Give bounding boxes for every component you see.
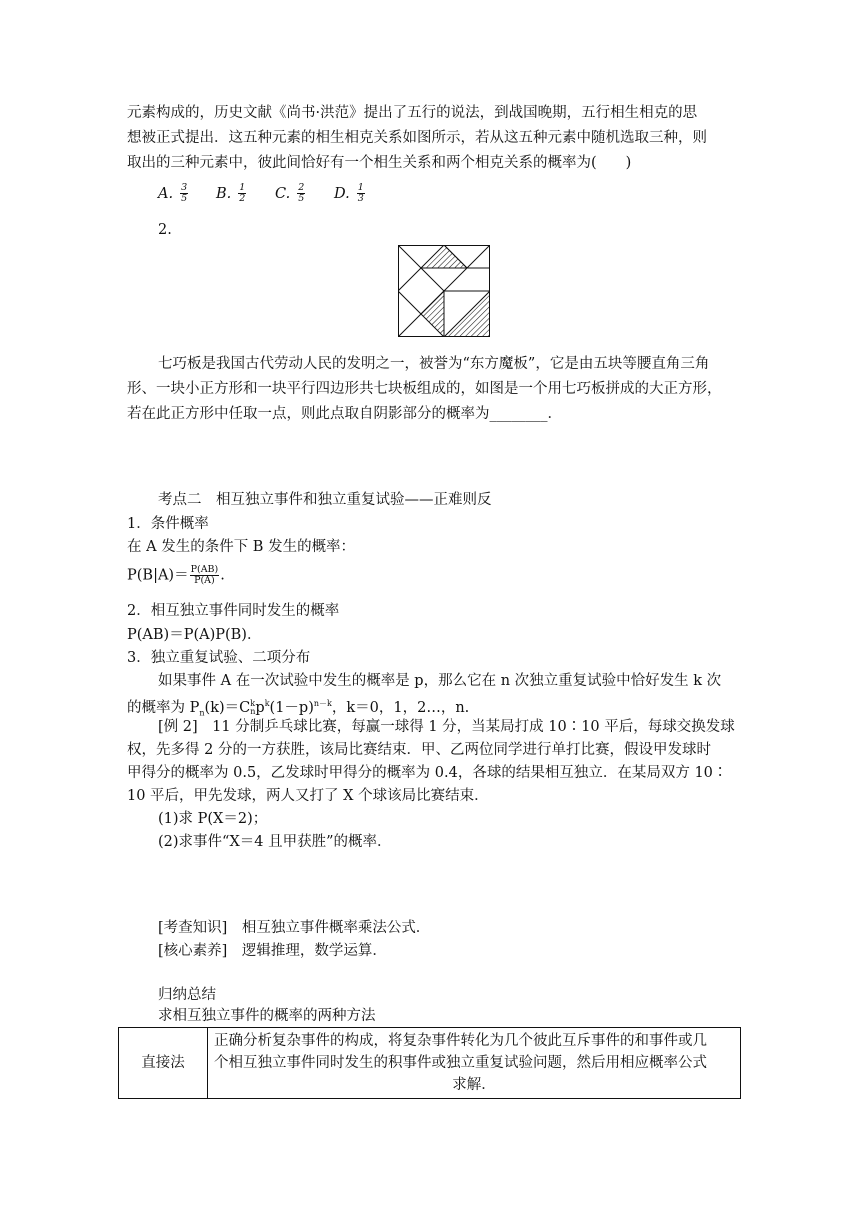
- option-d-fraction: [357, 183, 365, 204]
- q2-line-3: 若在此正方形中任取一点，则此点取自阴影部分的概率为________．: [127, 406, 562, 422]
- tangram-shaded-triangle-bottom: [421, 291, 490, 337]
- tangram-shaded-triangle-top: [421, 245, 467, 268]
- binomial-text-a: 的概率为 P: [127, 699, 200, 716]
- item1-formula-fraction: [190, 565, 220, 586]
- q2-number: 2.: [158, 222, 172, 238]
- summary-title: 归纳总结: [158, 987, 216, 1003]
- item1-formula-num: P(AB): [190, 564, 219, 575]
- example2-line-4: 10 平后，甲先发球，两人又打了 X 个球该局比赛结束．: [127, 788, 489, 804]
- q1-line-3: 取出的三种元素中，彼此间恰好有一个相生关系和两个相克关系的概率为( ): [127, 155, 632, 171]
- item2-title: 2．相互独立事件同时发生的概率: [127, 603, 340, 619]
- option-d-label: D.: [334, 185, 350, 202]
- knowledge-line-2: [核心素养] 逻辑推理，数学运算．: [158, 943, 387, 959]
- option-d-den: 3: [357, 193, 364, 204]
- option-a: [158, 183, 189, 204]
- option-c-num: 2: [298, 182, 305, 193]
- binomial-sub-n2: n: [250, 706, 256, 716]
- binomial-text-e: ，k＝0，1，2…，n.: [331, 699, 470, 716]
- table-row: [119, 1028, 741, 1099]
- example2-question-2: (2)求事件“X＝4 且甲获胜”的概率．: [158, 834, 392, 850]
- binomial-text-c: p: [255, 699, 265, 716]
- method-table: [118, 1027, 741, 1099]
- item3-title: 3．独立重复试验、二项分布: [127, 650, 311, 666]
- section-title: 考点二 相互独立事件和独立重复试验——正难则反: [158, 492, 492, 508]
- option-a-fraction: [180, 183, 188, 204]
- option-c-fraction: [297, 183, 305, 204]
- binomial-text-d: (1－p): [269, 699, 314, 716]
- option-b-label: B.: [216, 185, 232, 202]
- q2-line-2: 形、一块小正方形和一块平行四边形共七块板组成的，如图是一个用七巧板拼成的大正方形，: [127, 381, 722, 397]
- method-name-cell: 直接法: [119, 1028, 208, 1099]
- option-c: [275, 183, 306, 204]
- item1-formula-den: P(A): [194, 575, 215, 586]
- item3-line-1: 如果事件 A 在一次试验中发生的概率是 p，那么它在 n 次独立重复试验中恰好发生 k 次: [158, 673, 722, 689]
- method-description-cell: [208, 1028, 741, 1099]
- method-desc-line: 正确分析复杂事件的构成，将复杂事件转化为几个彼此互斥事件的和事件或几: [214, 1033, 707, 1049]
- item1-formula-lhs: P(B|A)＝: [127, 567, 189, 584]
- item2-formula: P(AB)＝P(A)P(B)．: [127, 627, 262, 643]
- item1-formula-end: .: [220, 567, 225, 584]
- binomial-sub-n: n: [199, 708, 205, 718]
- example2-question-1: (1)求 P(X＝2)；: [158, 811, 268, 827]
- option-d-num: 1: [357, 182, 364, 193]
- binomial-sup-k2: k: [264, 699, 270, 708]
- knowledge-line-1: [考查知识] 相互独立事件概率乘法公式．: [158, 920, 431, 936]
- option-b-den: 2: [239, 193, 246, 204]
- binomial-sup-nk: n－k: [313, 699, 332, 708]
- option-c-label: C.: [275, 185, 291, 202]
- item1-formula: [127, 565, 225, 586]
- method-desc-line: 个相互独立事件同时发生的积事件或独立重复试验问题，然后用相应概率公式: [214, 1055, 707, 1071]
- tangram-figure: [398, 245, 490, 337]
- option-a-num: 3: [181, 182, 188, 193]
- option-d: [334, 183, 366, 204]
- option-b-num: 1: [239, 182, 246, 193]
- summary-subtitle: 求相互独立事件的概率的两种方法: [158, 1008, 376, 1024]
- example2-line-2: 权，先多得 2 分的一方获胜，该局比赛结束．甲、乙两位同学进行单打比赛，假设甲发球时: [127, 742, 711, 758]
- binomial-sup-k: k: [250, 698, 256, 708]
- option-b: [216, 183, 247, 204]
- option-a-label: A.: [158, 185, 174, 202]
- example2-line-1: [例 2] 11 分制乒乓球比赛，每赢一球得 1 分，当某局打成 10∶10 平后，每球交换发球: [158, 719, 735, 735]
- q1-line-2: 想被正式提出．这五种元素的相生相克关系如图所示，若从这五种元素中随机选取三种，则: [127, 130, 707, 146]
- method-desc-line: 求解．: [452, 1077, 496, 1093]
- item1-title: 1．条件概率: [127, 516, 209, 532]
- option-a-den: 5: [181, 193, 188, 204]
- option-c-den: 5: [298, 193, 305, 204]
- q2-line-1: 七巧板是我国古代劳动人民的发明之一，被誉为“东方魔板”，它是由五块等腰直角三角: [158, 356, 710, 372]
- option-b-fraction: [238, 183, 246, 204]
- binomial-text-b: (k)＝C: [204, 699, 251, 716]
- example2-line-3: 甲得分的概率为 0.5，乙发球时甲得分的概率为 0.4，各球的结果相互独立．在某局双方 10∶: [127, 765, 728, 781]
- q1-line-1: 元素构成的，历史文献《尚书·洪范》提出了五行的说法，到战国晚期，五行相生相克的思: [127, 105, 698, 121]
- item1-text: 在 A 发生的条件下 B 发生的概率：: [127, 539, 356, 555]
